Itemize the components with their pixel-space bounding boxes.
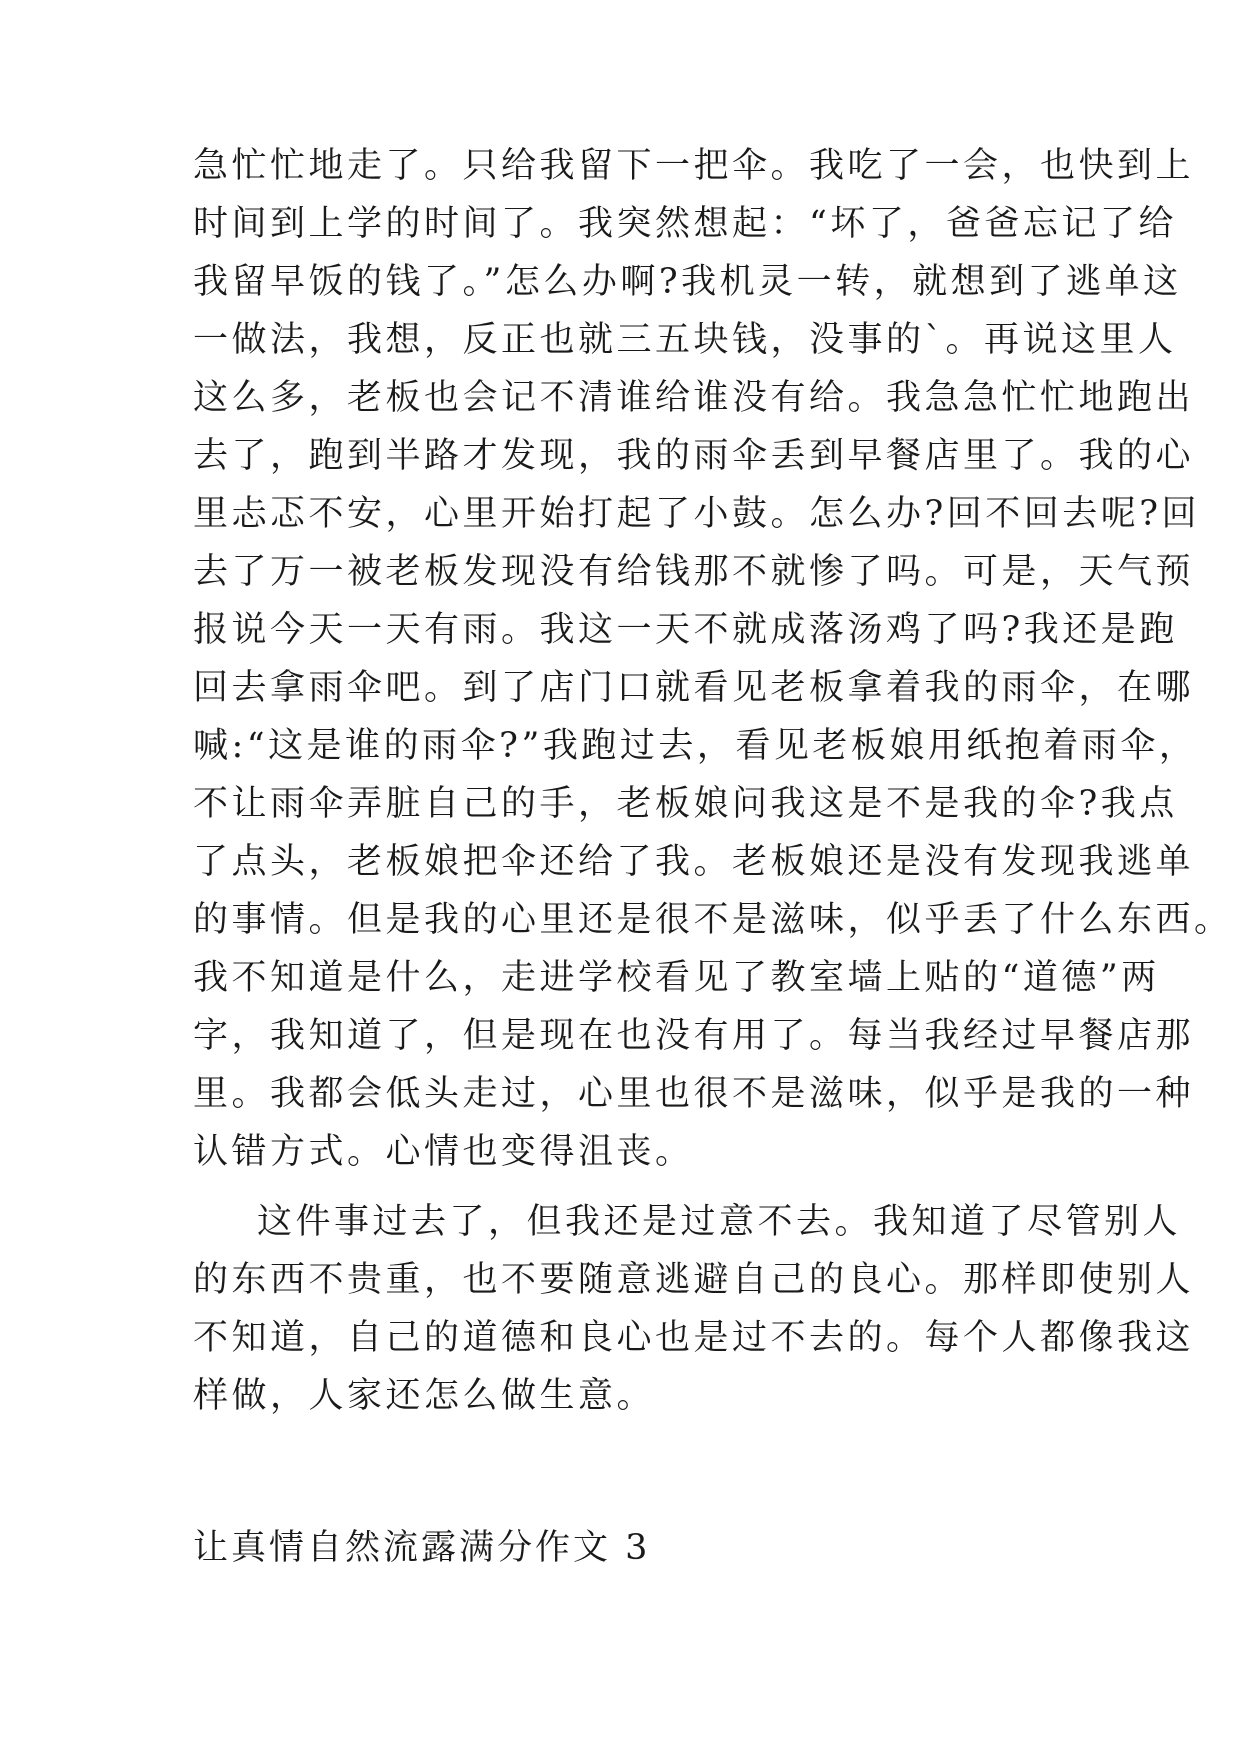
text-line: 这件事过去了，但我还是过意不去。我知道了尽管别人 xyxy=(257,1202,1182,1242)
text-line: 报说今天一天有雨。我这一天不就成落汤鸡了吗?我还是跑 xyxy=(193,610,1178,650)
text-line: 字，我知道了，但是现在也没有用了。每当我经过早餐店那 xyxy=(193,1016,1195,1056)
text-line: 样做，人家还怎么做生意。 xyxy=(193,1376,656,1416)
section-heading: 让真情自然流露满分作文 3 xyxy=(193,1528,651,1568)
text-line: 了点头，老板娘把伞还给了我。老板娘还是没有发现我逃单 xyxy=(193,842,1195,882)
text-line: 去了，跑到半路才发现，我的雨伞丢到早餐店里了。我的心 xyxy=(193,436,1195,476)
text-line: 时间到上学的时间了。我突然想起：“坏了，爸爸忘记了给 xyxy=(193,204,1177,244)
text-line: 的东西不贵重，也不要随意逃避自己的良心。那样即使别人 xyxy=(193,1260,1195,1300)
text-line: 这么多，老板也会记不清谁给谁没有给。我急急忙忙地跑出 xyxy=(193,378,1195,418)
text-line: 我不知道是什么，走进学校看见了教室墙上贴的“道德”两 xyxy=(193,958,1160,998)
text-line: 去了万一被老板发现没有给钱那不就惨了吗。可是，天气预 xyxy=(193,552,1195,592)
text-line: 认错方式。心情也变得沮丧。 xyxy=(193,1132,694,1172)
text-line: 不让雨伞弄脏自己的手，老板娘问我这是不是我的伞?我点 xyxy=(193,784,1178,824)
text-line: 里。我都会低头走过，心里也很不是滋味，似乎是我的一种 xyxy=(193,1074,1195,1114)
text-line: 回去拿雨伞吧。到了店门口就看见老板拿着我的雨伞，在哪 xyxy=(193,668,1195,708)
text-line: 我留早饭的钱了。”怎么办啊?我机灵一转，就想到了逃单这 xyxy=(193,262,1182,302)
text-line: 急忙忙地走了。只给我留下一把伞。我吃了一会，也快到上 xyxy=(193,146,1195,186)
text-line: 喊:“这是谁的雨伞?”我跑过去，看见老板娘用纸抱着雨伞， xyxy=(193,726,1198,766)
text-line: 一做法，我想，反正也就三五块钱，没事的`。再说这里人 xyxy=(193,320,1177,360)
text-line: 的事情。但是我的心里还是很不是滋味，似乎丢了什么东西。 xyxy=(193,900,1233,940)
text-line: 里忐忑不安，心里开始打起了小鼓。怎么办?回不回去呢?回 xyxy=(193,494,1201,534)
text-line: 不知道，自己的道德和良心也是过不去的。每个人都像我这 xyxy=(193,1318,1195,1358)
